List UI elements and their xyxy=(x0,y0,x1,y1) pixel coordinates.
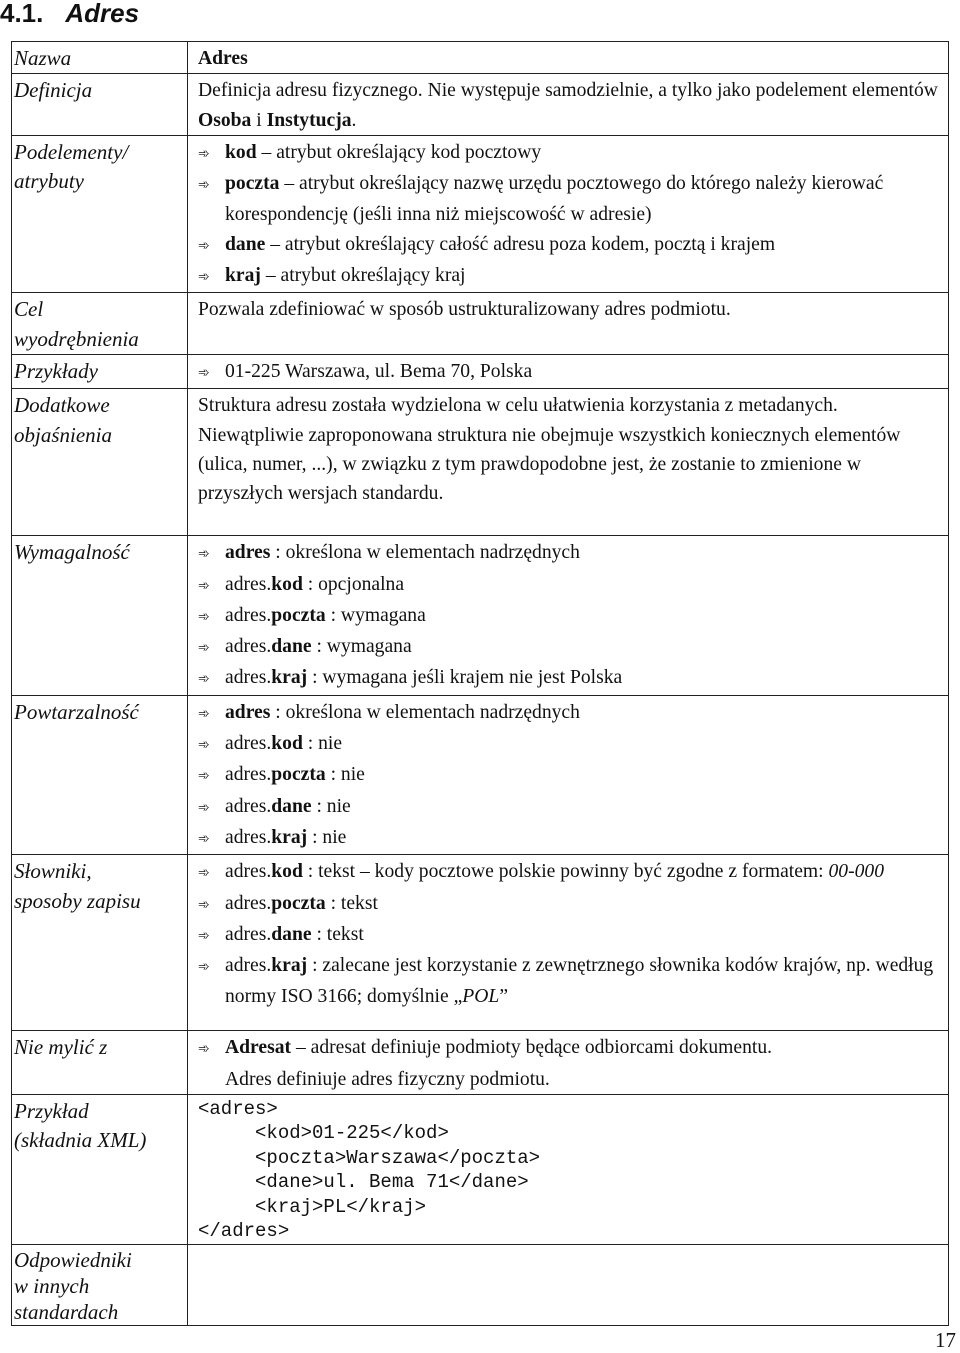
label-line: Odpowiedniki xyxy=(14,1247,132,1272)
label-line: standardach xyxy=(14,1299,119,1324)
label-line: (składnia XML) xyxy=(14,1128,147,1153)
attribute-desc: : opcjonalna xyxy=(302,573,405,595)
related-element-desc: Adres definiuje adres fizyczny podmiotu. xyxy=(225,1068,550,1090)
arrow-bullet-icon: ➾ xyxy=(198,546,210,563)
row-label: Powtarzalność xyxy=(12,695,188,854)
list-item xyxy=(198,663,948,694)
row-label xyxy=(12,1094,188,1244)
attribute-prefix: adres. xyxy=(225,636,272,658)
label-line: atrybuty xyxy=(14,169,84,194)
attribute-name: kod xyxy=(271,573,303,595)
definition-text-end: . xyxy=(351,109,357,131)
arrow-bullet-icon: ➾ xyxy=(198,269,210,286)
attribute-name: poczta xyxy=(225,173,280,195)
list-item xyxy=(198,632,948,663)
related-element-name: Adresat xyxy=(225,1037,292,1059)
table-row xyxy=(12,695,949,854)
element-spec-table xyxy=(11,41,949,1326)
arrow-bullet-icon: ➾ xyxy=(198,830,210,847)
attribute-name: poczta xyxy=(271,604,326,626)
attribute-prefix: adres. xyxy=(225,923,272,945)
attribute-name: dane xyxy=(225,233,266,255)
attribute-name: dane xyxy=(271,795,312,817)
attribute-desc: – atrybut określający całość adresu poza kodem, pocztą i krajem xyxy=(265,233,776,255)
attribute-desc: : tekst xyxy=(311,923,364,945)
arrow-bullet-icon: ➾ xyxy=(198,1041,210,1058)
arrow-bullet-icon: ➾ xyxy=(198,608,210,625)
xml-code-sample: <adres> <kod>01-225</kod> <poczta>Warszawa</poczta> <dane>ul. Bema 71</dane> <kraj>PL</kraj> </adres> xyxy=(198,1097,541,1243)
attribute-prefix: adres. xyxy=(225,826,272,848)
attribute-prefix: adres. xyxy=(225,667,272,689)
row-value: Struktura adresu została wydzielona w celu ułatwienia korzystania z metadanych. Niewątpliwie zaproponowana struktura nie obejmuje wszystkich koniecznych elementów (ulica, numer, ...), w związku z tym prawdopodobne jest, że zostanie to zmienione w przyszłych wersjach standardu. xyxy=(188,389,949,536)
attribute-name: kraj xyxy=(225,265,261,287)
label-line: Cel xyxy=(14,297,44,322)
arrow-bullet-icon: ➾ xyxy=(198,959,210,976)
arrow-bullet-icon: ➾ xyxy=(198,896,210,913)
definition-text: Definicja adresu fizycznego. Nie występuje samodzielnie, a tylko jako podelement elementów xyxy=(198,80,938,102)
table-row xyxy=(12,293,949,355)
table-row xyxy=(12,1244,949,1325)
definition-text-mid: i xyxy=(251,109,267,131)
arrow-bullet-icon: ➾ xyxy=(198,927,210,944)
row-label: Wymagalność xyxy=(12,536,188,695)
attribute-desc: : wymagana xyxy=(311,636,412,658)
list-item xyxy=(198,138,948,169)
attribute-prefix: adres. xyxy=(225,604,272,626)
definition-element-instytucja: Instytucja xyxy=(266,109,352,131)
attribute-desc: : określona w elementach nadrzędnych xyxy=(270,701,580,723)
attribute-prefix: adres. xyxy=(225,573,272,595)
list-item xyxy=(198,951,948,1012)
attribute-desc: : nie xyxy=(325,764,365,786)
row-value: Adres xyxy=(188,42,949,74)
page-number: 17 xyxy=(935,1328,956,1352)
list-item xyxy=(198,601,948,632)
attribute-name: kod xyxy=(271,733,303,755)
attribute-name: adres xyxy=(225,701,271,723)
arrow-bullet-icon: ➾ xyxy=(198,145,210,162)
row-value xyxy=(188,354,949,388)
attribute-name: kod xyxy=(271,861,303,883)
list-item xyxy=(198,857,948,888)
list-item xyxy=(198,1033,948,1094)
attribute-desc: – atrybut określający nazwę urzędu pocztowego do którego należy kierować korespondencję (jeśli inna niż miejscowość w adresie) xyxy=(225,173,884,226)
list-item xyxy=(198,792,948,823)
attribute-name: adres xyxy=(225,542,271,564)
table-row xyxy=(12,1031,949,1095)
section-number: 4.1. xyxy=(0,0,44,28)
section-title: Adres xyxy=(65,0,140,28)
arrow-bullet-icon: ➾ xyxy=(198,799,210,816)
row-value xyxy=(188,695,949,854)
label-line: Słowniki, xyxy=(14,859,92,884)
list-item xyxy=(198,570,948,601)
row-value xyxy=(188,74,949,136)
section-heading xyxy=(0,0,139,29)
list-item xyxy=(198,230,948,261)
list-item xyxy=(198,823,948,854)
label-line: Dodatkowe xyxy=(14,393,110,418)
attribute-desc: : zalecane jest korzystanie z zewnętrznego słownika kodów krajów, np. według normy ISO 3166; domyślnie xyxy=(225,955,934,1008)
attribute-desc: : tekst – kody pocztowe polskie powinny być zgodne z formatem: xyxy=(302,861,829,883)
attribute-name: dane xyxy=(271,636,312,658)
table-row xyxy=(12,855,949,1031)
arrow-bullet-icon: ➾ xyxy=(198,737,210,754)
definition-element-osoba: Osoba xyxy=(198,109,252,131)
attribute-name: kraj xyxy=(271,826,308,848)
attribute-desc: : nie xyxy=(302,733,343,755)
row-value xyxy=(188,1031,949,1095)
attribute-name: kraj xyxy=(271,667,308,689)
attribute-prefix: adres. xyxy=(225,892,272,914)
row-value xyxy=(188,536,949,695)
attribute-desc: : określona w elementach nadrzędnych xyxy=(270,542,580,564)
list-item xyxy=(198,920,948,951)
row-value xyxy=(188,855,949,1031)
table-row xyxy=(12,389,949,536)
list-item xyxy=(198,698,948,729)
row-label xyxy=(12,293,188,355)
arrow-bullet-icon: ➾ xyxy=(198,237,210,254)
list-item xyxy=(198,729,948,760)
row-label xyxy=(12,1244,188,1325)
attribute-prefix: adres. xyxy=(225,861,272,883)
related-element-desc: – adresat definiuje podmioty będące odbiorcami dokumentu. xyxy=(291,1037,773,1059)
table-row xyxy=(12,135,949,292)
arrow-bullet-icon: ➾ xyxy=(198,705,210,722)
attribute-desc: : wymagana jeśli krajem nie jest Polska xyxy=(307,667,623,689)
attribute-name: kraj xyxy=(271,955,308,977)
row-label xyxy=(12,389,188,536)
table-row xyxy=(12,42,949,74)
quote-open: „ xyxy=(453,986,463,1008)
attribute-name: kod xyxy=(225,141,257,163)
label-line: wyodrębnienia xyxy=(14,326,139,351)
list-item xyxy=(198,760,948,791)
table-row xyxy=(12,74,949,136)
list-item xyxy=(198,889,948,920)
row-value: Pozwala zdefiniować w sposób ustrukturalizowany adres podmiotu. xyxy=(188,293,949,355)
attribute-prefix: adres. xyxy=(225,955,272,977)
attribute-desc: – atrybut określający kod pocztowy xyxy=(256,141,542,163)
arrow-bullet-icon: ➾ xyxy=(198,671,210,688)
attribute-name: poczta xyxy=(271,892,326,914)
arrow-bullet-icon: ➾ xyxy=(198,177,210,194)
label-line: Podelementy/ xyxy=(14,139,129,164)
default-country: POL xyxy=(462,986,500,1008)
attribute-desc: : nie xyxy=(307,826,347,848)
label-line: objaśnienia xyxy=(14,422,112,447)
row-label: Definicja xyxy=(12,74,188,136)
label-line: Przykład xyxy=(14,1098,89,1123)
arrow-bullet-icon: ➾ xyxy=(198,768,210,785)
arrow-bullet-icon: ➾ xyxy=(198,865,210,882)
arrow-bullet-icon: ➾ xyxy=(198,364,210,381)
row-label: Nie mylić z xyxy=(12,1031,188,1095)
attribute-desc: : wymagana xyxy=(325,604,426,626)
row-value xyxy=(188,1244,949,1325)
list-item xyxy=(198,169,948,230)
arrow-bullet-icon: ➾ xyxy=(198,577,210,594)
attribute-name: dane xyxy=(271,923,312,945)
quote-close: ” xyxy=(499,986,509,1008)
row-value xyxy=(188,135,949,292)
attribute-name: poczta xyxy=(271,764,326,786)
example-address: 01-225 Warszawa, ul. Bema 70, Polska xyxy=(225,360,533,382)
row-label xyxy=(12,135,188,292)
list-item xyxy=(198,538,948,569)
attribute-prefix: adres. xyxy=(225,795,272,817)
attribute-prefix: adres. xyxy=(225,733,272,755)
postal-code-format: 00-000 xyxy=(828,861,885,883)
arrow-bullet-icon: ➾ xyxy=(198,640,210,657)
label-line: w innych xyxy=(14,1273,90,1298)
row-label: Przykłady xyxy=(12,354,188,388)
row-label xyxy=(12,855,188,1031)
row-value xyxy=(188,1094,949,1244)
row-label: Nazwa xyxy=(12,42,188,74)
attribute-prefix: adres. xyxy=(225,764,272,786)
attribute-desc: : nie xyxy=(311,795,351,817)
label-line: sposoby zapisu xyxy=(14,888,141,913)
attribute-desc: – atrybut określający kraj xyxy=(260,265,466,287)
table-row xyxy=(12,1094,949,1244)
attribute-desc: : tekst xyxy=(325,892,378,914)
table-row xyxy=(12,536,949,695)
list-item xyxy=(198,261,948,292)
table-row xyxy=(12,354,949,388)
